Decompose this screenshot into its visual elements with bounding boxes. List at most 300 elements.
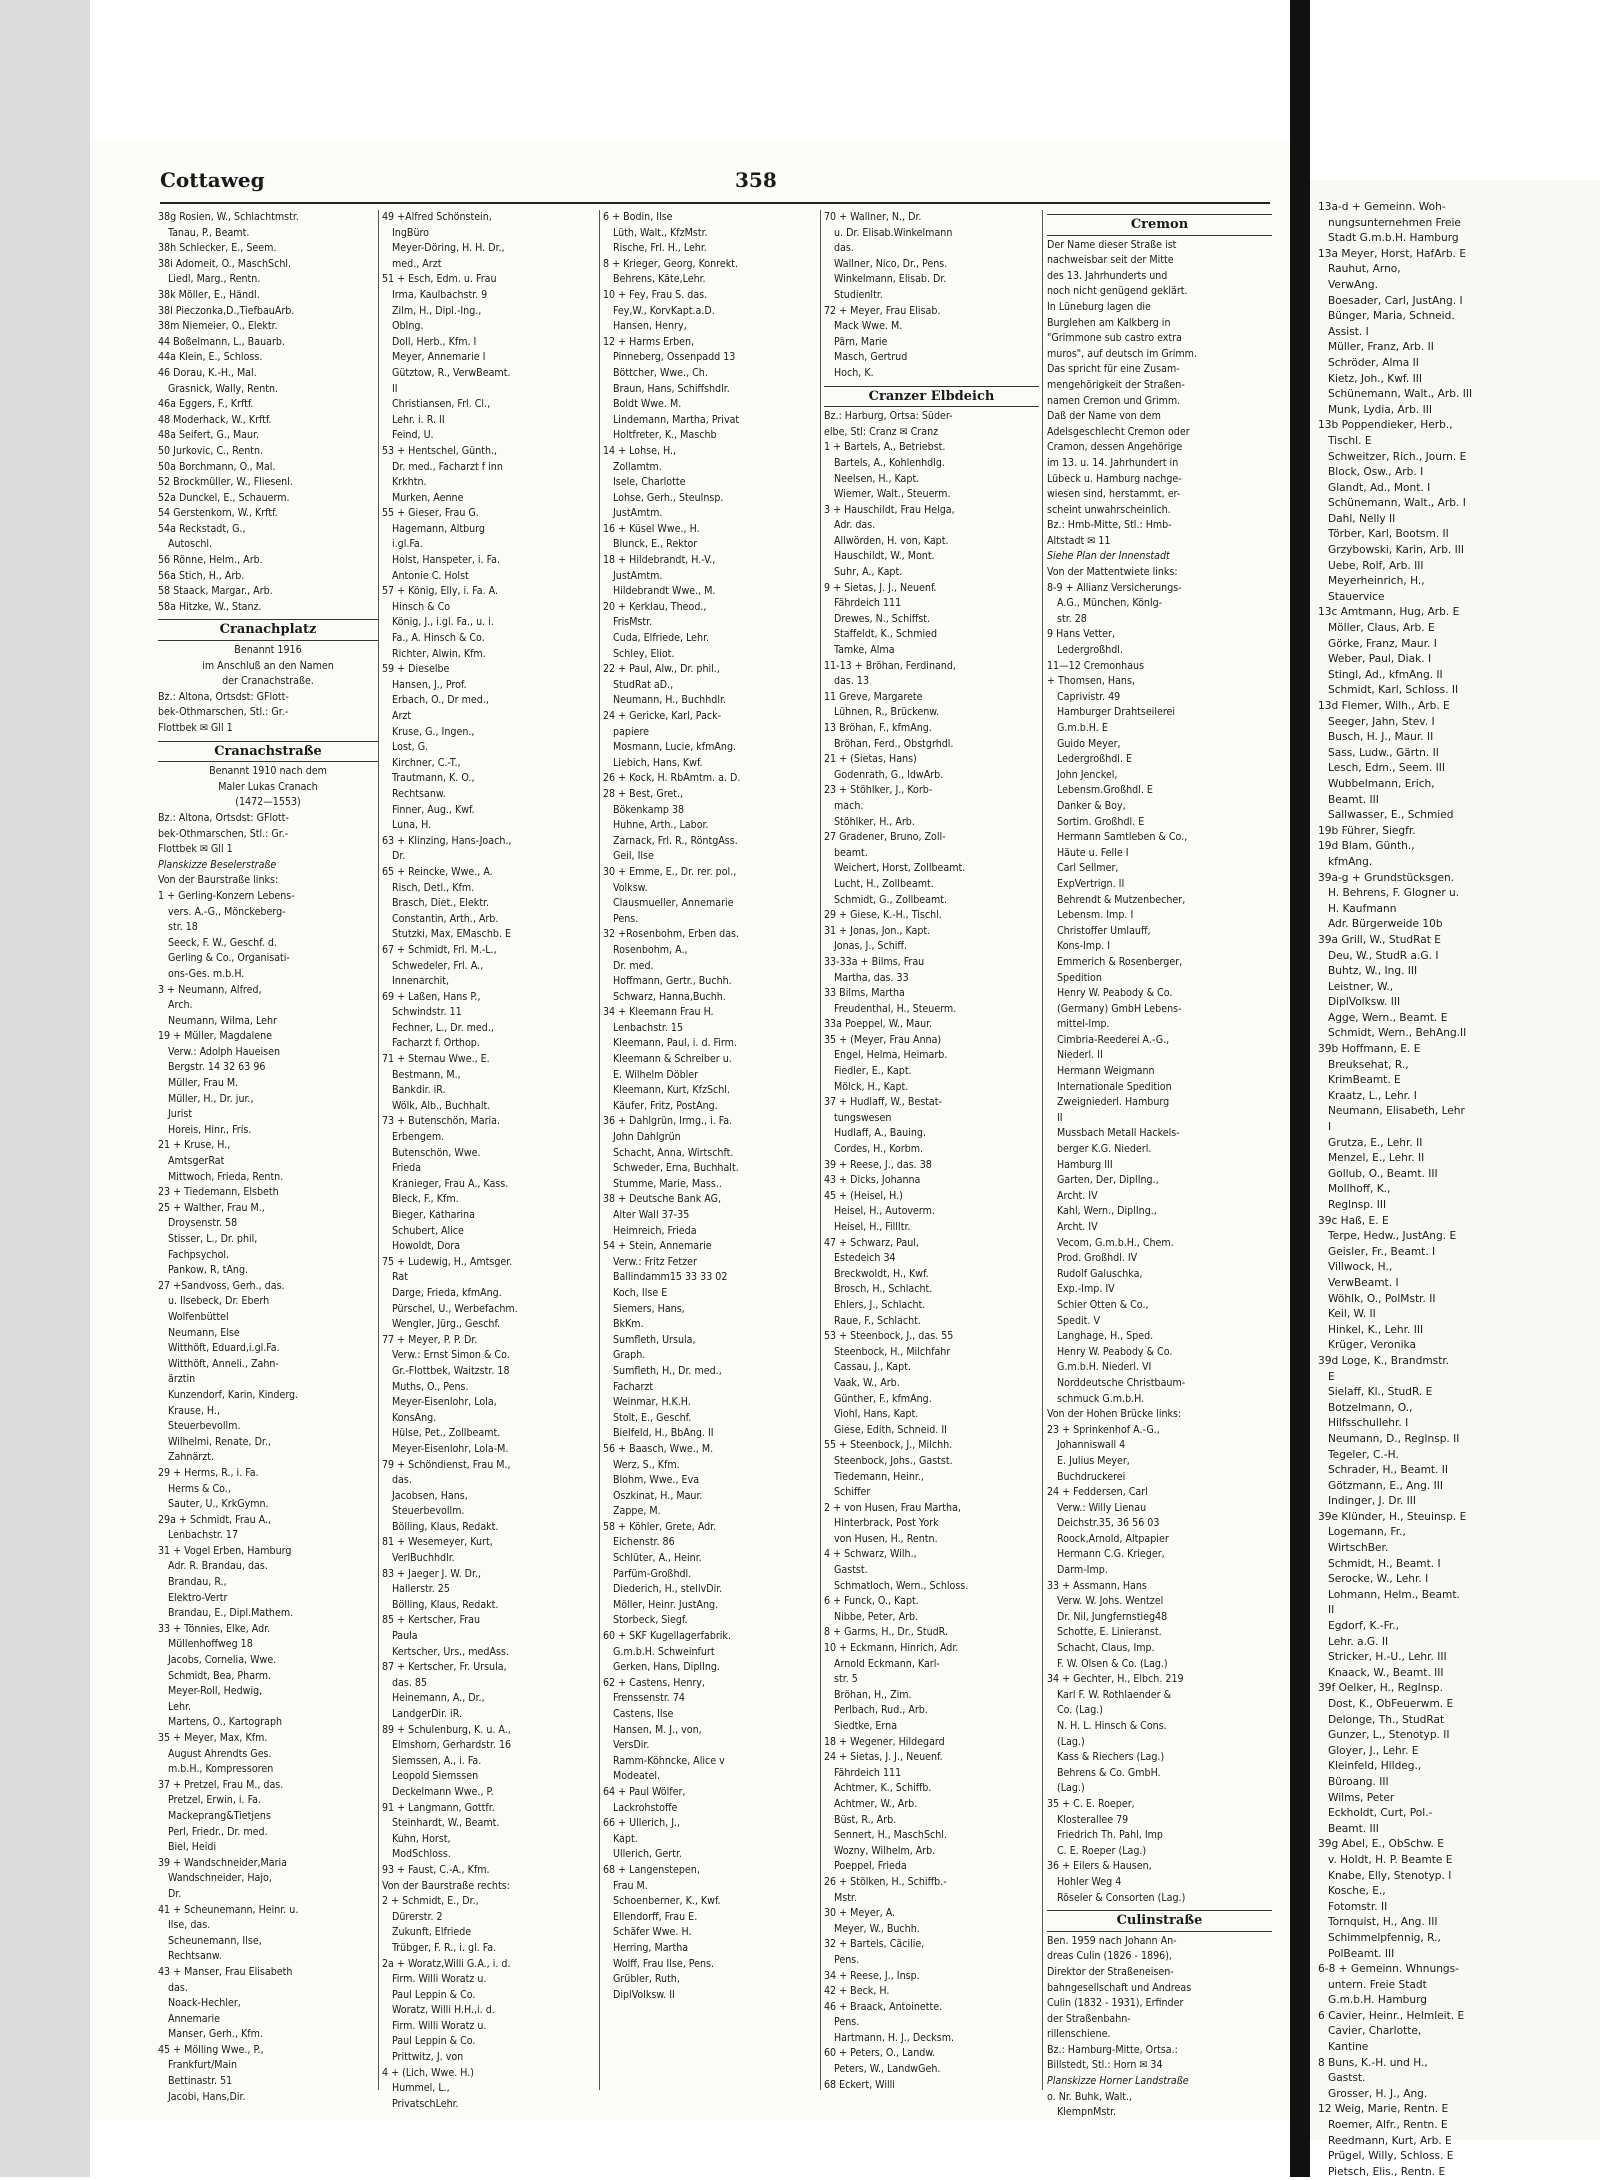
entry-continuation: Behrendt & Mutzenbecher, (1057, 893, 1186, 906)
entry-continuation: Suhr, A., Kapt. (834, 566, 903, 579)
directory-entry: muros", auf deutsch im Grimm. (1047, 347, 1197, 360)
directory-entry: 32 +Rosenbohm, Erben das. (603, 928, 740, 941)
entry-continuation: Pärn, Marie (834, 335, 888, 348)
entry-continuation: das. (392, 1474, 412, 1487)
directory-entry: 64 + Paul Wölfer, (603, 1785, 686, 1798)
street-note: Maler Lukas Cranach (218, 780, 318, 793)
entry-continuation: Meyer, Annemarie I (392, 351, 486, 364)
entry-continuation: Facharzt (613, 1380, 654, 1393)
directory-entry: 46 + Braack, Antoinette. (824, 2000, 943, 2013)
entry-continuation: Mittwoch, Frieda, Rentn. (168, 1170, 284, 1183)
entry-continuation: Block, Osw., Arb. I (1328, 466, 1424, 479)
directory-entry: 35 + C. E. Roeper, (1047, 1797, 1135, 1810)
entry-continuation: Lucht, H., Zollbeamt. (834, 877, 934, 890)
directory-entry: 53 + Steenbock, J., das. 55 (824, 1330, 954, 1343)
entry-continuation: Schacht, Claus, Imp. (1057, 1642, 1155, 1655)
plan-reference: Planskizze Beselerstraße (158, 858, 277, 871)
directory-entry: 3 + Neumann, Alfred, (158, 983, 262, 996)
entry-continuation: JustAmtm. (613, 569, 663, 582)
directory-entry: Bz.: Harburg, Ortsa: Süder- (824, 410, 953, 423)
directory-entry: 23 + Stöhlker, J., Korb- (824, 784, 933, 797)
directory-entry: 39 + Wandschneider,Maria (158, 1856, 287, 1869)
entry-continuation: med., Arzt (392, 257, 442, 270)
directory-entry: 6 Cavier, Heinr., Helmleit. E (1318, 2009, 1465, 2022)
entry-continuation: Spedit. V (1057, 1314, 1100, 1327)
directory-entry: 21 + (Sietas, Hans) (824, 753, 917, 766)
directory-entry: 22 + Paul, Alw., Dr. phil., (603, 663, 720, 676)
directory-entry: 58a Hitzke, W., Stanz. (158, 600, 262, 613)
entry-continuation: Martens, O., Kartograph (168, 1716, 283, 1729)
entry-continuation: C. E. Roeper (Lag.) (1057, 1844, 1147, 1857)
entry-continuation: Werz, S., Kfm. (613, 1458, 680, 1471)
directory-entry: Culin (1832 - 1931), Erfinder (1047, 1997, 1184, 2010)
directory-entry: 45 + (Heisel, H.) (824, 1189, 903, 1202)
entry-continuation: Möller, Claus, Arb. E (1328, 622, 1435, 635)
entry-continuation: Archt. IV (1057, 1189, 1098, 1202)
directory-entry: 53 + Hentschel, Günth., (382, 444, 498, 457)
directory-entry: 12 Weig, Marie, Rentn. E (1318, 2103, 1449, 2116)
directory-entry: 93 + Faust, C.-A., Kfm. (382, 1863, 490, 1876)
directory-entry: 30 + Emme, E., Dr. rer. pol., (603, 865, 737, 878)
entry-continuation: Bröhan, H., Zim. (834, 1688, 912, 1701)
entry-continuation: Möller, Heinr. JustAng. (613, 1598, 719, 1611)
directory-entry: 1 + Gerling-Konzern Lebens- (158, 889, 295, 902)
entry-continuation: Kleemann & Schreiber u. (613, 1053, 732, 1066)
entry-continuation: Stadt G.m.b.H. Hamburg (1328, 232, 1459, 245)
entry-continuation: Dürerstr. 2 (392, 1910, 443, 1923)
entry-continuation: Wubbelmann, Erich, (1328, 777, 1435, 790)
entry-continuation: Rudolf Galuschka, (1057, 1267, 1143, 1280)
entry-continuation: ons-Ges. m.b.H. (168, 967, 245, 980)
directory-entry: 65 + Reincke, Wwe., A. (382, 865, 493, 878)
directory-entry: 56a Stich, H., Arb. (158, 569, 245, 582)
entry-continuation: Eckholdt, Curt, Pol.- (1328, 1807, 1433, 1820)
directory-entry: 37 + Pretzel, Frau M., das. (158, 1778, 284, 1791)
entry-continuation: Noack-Hechler, (168, 1997, 241, 2010)
directory-entry: 54 Gerstenkorn, W., Krftf. (158, 507, 278, 520)
entry-continuation: Verw.: Willy Lienau (1057, 1501, 1147, 1514)
directory-entry: noch nicht genügend geklärt. (1047, 285, 1188, 298)
entry-continuation: Lost, G. (392, 741, 429, 754)
column-divider (599, 210, 600, 2090)
entry-continuation: Neumann, Else (168, 1326, 240, 1339)
entry-continuation: Guido Meyer, (1057, 737, 1121, 750)
entry-continuation: Gunzer, L., Stenotyp. II (1328, 1729, 1450, 1742)
entry-continuation: Niederl. II (1057, 1049, 1103, 1062)
directory-entry: Adelsgeschlecht Cremon oder (1047, 425, 1190, 438)
entry-continuation: Volksw. (613, 881, 648, 894)
entry-continuation: Stöhlker, H., Arb. (834, 815, 915, 828)
entry-continuation: JustAmtm. (613, 507, 663, 520)
entry-continuation: m.b.H., Kompressoren (168, 1763, 274, 1776)
entry-continuation: Manser, Gerh., Kfm. (168, 2028, 263, 2041)
entry-continuation: Kirchner, C.-T., (392, 756, 461, 769)
directory-entry: 60 + SKF Kugellagerfabrik. (603, 1630, 731, 1643)
directory-entry: 14 + Lohse, H., (603, 444, 677, 457)
entry-continuation: Freudenthal, H., Steuerm. (834, 1002, 957, 1015)
entry-continuation: G.m.b.H. Niederl. VI (1057, 1361, 1152, 1374)
entry-continuation: Stumme, Marie, Mass.. (613, 1177, 722, 1190)
entry-continuation: Prod. Großhdl. IV (1057, 1252, 1138, 1265)
entry-continuation: Ellendorff, Frau E. (613, 1910, 698, 1923)
entry-continuation: Mstr. (834, 1891, 857, 1904)
directory-entry: 39a Grill, W., StudRat E (1318, 933, 1441, 946)
entry-continuation: Fotomstr. II (1328, 1900, 1388, 1913)
entry-continuation: Hülse, Pet., Zollbeamt. (392, 1427, 501, 1440)
entry-continuation: Garten, Der, DiplIng., (1057, 1174, 1159, 1187)
directory-entry: 32 + Bartels, Cäcilie, (824, 1938, 925, 1951)
entry-continuation: Villwock, H., (1328, 1261, 1393, 1274)
directory-entry: 2 + Schmidt, E., Dr., (382, 1895, 479, 1908)
entry-continuation: Hinkel, K., Lehr. III (1328, 1323, 1424, 1336)
entry-continuation: Diederich, H., stellvDir. (613, 1583, 723, 1596)
entry-continuation: H. Kaufmann (1328, 902, 1397, 915)
entry-continuation: Deichstr.35, 36 56 03 (1057, 1517, 1160, 1530)
directory-entry: 38g Rosien, W., Schlachtmstr. (158, 211, 299, 223)
entry-continuation: Gollub, O., Beamt. III (1328, 1167, 1438, 1180)
entry-continuation: Internationale Spedition (1057, 1080, 1172, 1093)
entry-continuation: nungsunternehmen Freie (1328, 216, 1461, 229)
directory-entry: 20 + Kerklau, Theod., (603, 600, 707, 613)
entry-continuation: ExpVertrign. II (1057, 877, 1125, 890)
entry-continuation: Feind, U. (392, 429, 434, 442)
entry-continuation: Woratz, Willi H.H.,i. d. (392, 2004, 495, 2017)
entry-continuation: Steinhardt, W., Beamt. (392, 1817, 500, 1830)
entry-continuation: Terpe, Hedw., JustAng. E (1328, 1230, 1457, 1243)
directory-entry: Von der Baurstraße links: (158, 874, 279, 887)
entry-continuation: Cordes, H., Korbm. (834, 1143, 924, 1156)
street-note: der Cranachstraße. (222, 675, 314, 688)
entry-continuation: Uebe, Rolf, Arb. III (1328, 559, 1424, 572)
entry-continuation: Hermann C.G. Krieger, (1057, 1548, 1165, 1561)
entry-continuation: Verw. W. Johs. Wentzel (1057, 1595, 1164, 1608)
entry-continuation: Ledergroßhdl. E (1057, 753, 1133, 766)
entry-continuation: Brandau, R., (168, 1576, 227, 1589)
entry-continuation: Witthöft, Anneli., Zahn- (168, 1357, 279, 1370)
entry-continuation: H. Behrens, F. Glogner u. (1328, 887, 1460, 900)
entry-continuation: VerwBeamt. I (1328, 1276, 1399, 1289)
directory-entry: 81 + Wesemeyer, Kurt, (382, 1536, 493, 1549)
entry-continuation: Trautmann, K. O., (392, 772, 475, 785)
directory-entry: 85 + Kertscher, Frau (382, 1614, 480, 1627)
entry-continuation: Hansen, J., Prof. (392, 678, 467, 691)
entry-continuation: Tamke, Alma (834, 644, 895, 657)
entry-continuation: Wilms, Peter (1328, 1791, 1395, 1804)
directory-entry: 6 + Bodin, Ilse (603, 211, 673, 223)
entry-continuation: Schwarz, Hanna,Buchh. (613, 990, 726, 1003)
entry-continuation: Horeis, Hinr., Fris. (168, 1123, 252, 1136)
entry-continuation: Müller, Frau M. (168, 1077, 239, 1090)
entry-continuation: Günther, F., kfmAng. (834, 1392, 932, 1405)
entry-continuation: Kleemann, Paul, i. d. Firm. (613, 1037, 737, 1050)
directory-entry: 56 Rönne, Helm., Arb. (158, 554, 263, 567)
entry-continuation: Dr. med., Facharzt f inn (392, 460, 503, 473)
entry-continuation: ObIng. (392, 320, 424, 333)
street-note: (1472—1553) (235, 796, 301, 809)
entry-continuation: Gastst. (834, 1564, 868, 1577)
page-gutter (1290, 0, 1310, 2177)
entry-continuation: Dost, K., ObFeuerwm. E (1328, 1698, 1454, 1710)
entry-continuation: Vaak, W., Arb. (834, 1376, 900, 1389)
entry-continuation: Wengler, Jürg., Geschf. (392, 1318, 501, 1331)
entry-continuation: Norddeutsche Christbaum- (1057, 1376, 1186, 1389)
street-heading: Cranachplatz (158, 619, 378, 641)
entry-continuation: Henry W. Peabody & Co. (1057, 1345, 1173, 1358)
entry-continuation: Zukunft, Elfriede (392, 1926, 472, 1939)
directory-entry: Cramon, dessen Angehörige (1047, 441, 1183, 454)
entry-continuation: KlempnMstr. (1057, 2106, 1117, 2119)
entry-continuation: IngBüro (392, 226, 429, 239)
directory-entry: 38k Möller, E., Händl. (158, 288, 260, 301)
entry-continuation: Breckwoldt, H., Kwf. (834, 1267, 929, 1280)
entry-continuation: Christoffer Umlauff, (1057, 924, 1151, 937)
entry-continuation: Sass, Ludw., Gärtn. II (1328, 746, 1439, 759)
entry-continuation: Pankow, R, tAng. (168, 1264, 249, 1277)
entry-continuation: Assist. I (1328, 325, 1369, 338)
directory-entry: 13c Amtmann, Hug, Arb. E (1318, 606, 1460, 619)
entry-continuation: Törber, Karl, Bootsm. II (1328, 528, 1449, 541)
entry-continuation: Deckelmann Wwe., P. (392, 1785, 494, 1798)
entry-continuation: Beamt. III (1328, 1822, 1379, 1835)
entry-continuation: Innenarchit, (392, 975, 450, 988)
entry-continuation: Lindemann, Martha, Privat (613, 413, 740, 426)
entry-continuation: Lenbachstr. 17 (168, 1529, 239, 1542)
directory-entry: 23 + Sprinkenhof A.-G., (1047, 1423, 1160, 1436)
directory-entry: 8 Buns, K.-H. und H., (1318, 2056, 1428, 2069)
entry-continuation: Erbengem. (392, 1131, 445, 1144)
entry-continuation: Staffeldt, K., Schmied (834, 628, 938, 641)
entry-continuation: Gütztow, R., VerwBeamt. (392, 366, 511, 379)
entry-continuation: Erbach, O., Dr med., (392, 694, 489, 707)
directory-entry: 37 + Hudlaff, W., Bestat- (824, 1096, 942, 1109)
entry-continuation: I (1328, 1121, 1332, 1134)
directory-entry: Bz.: Hmb-Mitte, Stl.: Hmb- (1047, 519, 1172, 532)
entry-continuation: Schier Otten & Co., (1057, 1298, 1149, 1311)
directory-entry: 4 + Schwarz, Wilh., (824, 1548, 917, 1561)
entry-continuation: Meyer, W., Buchh. (834, 1922, 920, 1935)
entry-continuation: Breuksehat, R., (1328, 1058, 1409, 1071)
directory-entry: 71 + Sternau Wwe., E. (382, 1053, 490, 1066)
directory-entry: 39e Klünder, H., Steuinsp. E (1318, 1510, 1467, 1523)
street-note: Benannt 1916 (234, 644, 302, 657)
entry-continuation: Zollamtm. (613, 460, 662, 473)
entry-continuation: Krause, H., (168, 1404, 220, 1417)
entry-continuation: Müllenhoffweg 18 (168, 1638, 253, 1651)
entry-continuation: Pens. (834, 2016, 860, 2029)
next-page-column (1318, 200, 1588, 2180)
entry-continuation: Schley, Eliot. (613, 647, 675, 660)
directory-entry: 70 + Wallner, N., Dr. (824, 211, 922, 223)
entry-continuation: Tegeler, C.-H. (1328, 1448, 1399, 1461)
directory-entry: 42 + Beck, H. (824, 1985, 890, 1998)
entry-continuation: Blohm, Wwe., Eva (613, 1474, 700, 1487)
column-divider (378, 210, 379, 2090)
directory-entry: Flottbek ✉ Gll 1 (158, 722, 233, 734)
entry-continuation: mittel-Imp. (1057, 1018, 1110, 1031)
entry-continuation: Stolt, E., Geschf. (613, 1411, 692, 1424)
entry-continuation: Fachpsychol. (168, 1248, 230, 1261)
directory-entry: 9 Hans Vetter, (1047, 628, 1115, 641)
entry-continuation: Hilfsschullehr. I (1328, 1417, 1409, 1430)
entry-continuation: Siedtke, Erna (834, 1720, 898, 1732)
entry-continuation: II (392, 382, 398, 395)
directory-entry: bek-Othmarschen, Stl.: Gr.- (158, 706, 289, 719)
entry-continuation: Sumfleth, H., Dr. med., (613, 1364, 722, 1377)
entry-continuation: StudRat aD., (613, 678, 674, 691)
entry-continuation: Seeger, Jahn, Stev. I (1328, 715, 1435, 728)
entry-continuation: ärztin (168, 1373, 196, 1386)
directory-entry: Ben. 1959 nach Johann An- (1047, 1934, 1177, 1947)
entry-continuation: Steuerbevollm. (168, 1420, 241, 1433)
entry-continuation: PolBeamt. III (1328, 1947, 1395, 1960)
entry-continuation: Sallwasser, E., Schmied (1328, 809, 1454, 822)
entry-continuation: Zilm, H., Dipl.-Ing., (392, 304, 482, 317)
entry-continuation: Vecom, G.m.b.H., Chem. (1057, 1236, 1174, 1249)
entry-continuation: Wozny, Wilhelm, Arb. (834, 1844, 936, 1857)
directory-entry: des 13. Jahrhunderts und (1047, 269, 1168, 282)
directory-entry: Daß der Name von dem (1047, 410, 1161, 423)
entry-continuation: Fechner, L., Dr. med., (392, 1021, 494, 1034)
entry-continuation: Weichert, Horst, Zollbeamt. (834, 862, 966, 875)
entry-continuation: Parfüm-Großhdl. (613, 1567, 692, 1580)
entry-continuation: Irma, Kaulbachstr. 9 (392, 288, 488, 301)
entry-continuation: Verw.: Adolph Haueisen (168, 1045, 280, 1058)
directory-entry: 21 + Kruse, H., (158, 1139, 231, 1152)
directory-entry: 35 + Meyer, Max, Kfm. (158, 1732, 268, 1744)
entry-continuation: G.m.b.H. Schweinfurt (613, 1645, 715, 1658)
entry-continuation: Hohler Weg 4 (1057, 1875, 1122, 1888)
directory-entry: 27 +Sandvoss, Gerh., das. (158, 1279, 285, 1292)
entry-continuation: Ehlers, J., Schlacht. (834, 1298, 926, 1311)
entry-continuation: Biel, Heidi (168, 1841, 217, 1854)
directory-entry: 50a Borchmann, O., Mal. (158, 460, 276, 473)
entry-continuation: Roemer, Alfr., Rentn. E (1328, 2119, 1448, 2132)
entry-continuation: Heimreich, Frieda (613, 1224, 697, 1237)
entry-continuation: Schmidt, G., Zollbeamt. (834, 893, 948, 906)
entry-continuation: Schmidt, Wern., BehAng.II (1328, 1027, 1467, 1040)
column-4 (824, 210, 1039, 2093)
entry-continuation: Kuhn, Horst, (392, 1832, 451, 1845)
directory-entry: 13 Bröhan, F., kfmAng. (824, 722, 932, 734)
directory-entry: 13a Meyer, Horst, HafArb. E (1318, 247, 1467, 260)
entry-continuation: FrisMstr. (613, 616, 653, 629)
entry-continuation: vers. A.-G., Mönckeberg- (168, 905, 286, 918)
entry-continuation: Schrader, H., Beamt. II (1328, 1464, 1449, 1477)
entry-continuation: Rechtsanw. (392, 787, 446, 800)
directory-entry: 16 + Küsel Wwe., H. (603, 522, 700, 535)
entry-continuation: Rosenbohm, A., (613, 943, 688, 956)
entry-continuation: Mollhoff, K., (1328, 1183, 1391, 1196)
directory-entry: 38 + Deutsche Bank AG, (603, 1193, 721, 1206)
entry-continuation: Heinemann, A., Dr., (392, 1692, 485, 1705)
entry-continuation: Jacobi, Hans,Dir. (168, 2090, 246, 2103)
entry-continuation: Hagemann, Altburg (392, 522, 485, 535)
entry-continuation: ModSchloss. (392, 1848, 451, 1861)
entry-continuation: Engel, Helma, Heimarb. (834, 1049, 948, 1062)
entry-continuation: Estedeich 34 (834, 1252, 896, 1265)
column-1 (158, 210, 378, 2105)
entry-continuation: PrivatschLehr. (392, 2097, 459, 2110)
entry-continuation: Neumann, H., Buchhdlr. (613, 694, 726, 707)
entry-continuation: Karl F. W. Rothlaender & (1057, 1688, 1172, 1701)
entry-continuation: Grutza, E., Lehr. II (1328, 1136, 1423, 1149)
directory-entry: bahngesellschaft und Andreas (1047, 1981, 1192, 1994)
entry-continuation: Brosch, H., Schlacht. (834, 1283, 933, 1296)
entry-continuation: Perl, Friedr., Dr. med. (168, 1825, 268, 1838)
entry-continuation: Droysenstr. 58 (168, 1217, 238, 1230)
directory-entry: 58 Staack, Margar., Arb. (158, 585, 273, 598)
entry-continuation: Bankdir. iR. (392, 1084, 446, 1097)
next-page-edge (1310, 180, 1600, 2178)
entry-continuation: Schmidt, Bea, Pharm. (168, 1669, 272, 1682)
directory-entry: 49 +Alfred Schönstein, (382, 211, 492, 223)
entry-continuation: Buhtz, W., Ing. III (1328, 965, 1418, 978)
entry-continuation: Kantine (1328, 2041, 1369, 2054)
directory-entry: 55 + Steenbock, J., Milchh. (824, 1439, 953, 1452)
entry-continuation: Liedl, Marg., Rentn. (168, 273, 261, 286)
directory-page (90, 140, 1290, 2120)
directory-entry: 24 + Sietas, J. J., Neuenf. (824, 1751, 943, 1764)
directory-entry: 33 Bilms, Martha (824, 987, 905, 1000)
directory-entry: 39 + Reese, J., das. 38 (824, 1158, 932, 1171)
entry-continuation: Weber, Paul, Diak. I (1328, 653, 1432, 666)
entry-continuation: Stisser, L., Dr. phil, (168, 1233, 258, 1245)
entry-continuation: Glandt, Ad., Mont. I (1328, 481, 1431, 494)
entry-continuation: WirtschBer. (1328, 1542, 1389, 1555)
entry-continuation: Geisler, Fr., Beamt. I (1328, 1245, 1436, 1258)
entry-continuation: Kertscher, Urs., medAss. (392, 1645, 509, 1658)
entry-continuation: Darge, Frieda, kfmAng. (392, 1286, 502, 1299)
directory-entry: 2a + Woratz,Willi G.A., i. d. (382, 1957, 511, 1970)
directory-entry: 39g Abel, E., ObSchw. E (1318, 1838, 1444, 1851)
directory-entry: 33-33a + Bilms, Frau (824, 955, 925, 968)
directory-entry: 29 + Giese, K.-H., Tischl. (824, 909, 942, 922)
directory-entry: Das spricht für eine Zusam- (1047, 363, 1180, 376)
street-heading: Cranachstraße (158, 741, 378, 763)
directory-entry: 48 Moderhack, W., Krftf. (158, 413, 272, 426)
directory-entry: 19 + Müller, Magdalene (158, 1030, 272, 1043)
directory-entry: Von der Mattentwiete links: (1047, 566, 1178, 579)
entry-continuation: Hauschildt, W., Mont. (834, 550, 935, 563)
entry-continuation: Cimbria-Reederei A.-G., (1057, 1033, 1170, 1046)
entry-continuation: Grübler, Ruth, (613, 1973, 680, 1986)
directory-entry: 87 + Kertscher, Fr. Ursula, (382, 1661, 507, 1674)
entry-continuation: Lebensm.Großhdl. E (1057, 784, 1153, 797)
entry-continuation: Clausmueller, Annemarie (613, 897, 734, 910)
entry-continuation: Schwedeler, Frl. A., (392, 959, 484, 972)
directory-entry: 72 + Meyer, Frau Elisab. (824, 304, 941, 317)
entry-continuation: Bergstr. 14 32 63 96 (168, 1061, 266, 1074)
directory-entry: 29a + Schmidt, Frau A., (158, 1513, 272, 1526)
entry-continuation: Hansen, M. J., von, (613, 1723, 702, 1736)
directory-entry: 52a Dunckel, E., Schauerm. (158, 491, 290, 504)
entry-continuation: DiplVolksw. III (1328, 996, 1401, 1009)
entry-continuation: Zarnack, Frl. R., RöntgAss. (613, 834, 738, 847)
entry-continuation: Röseler & Consorten (Lag.) (1057, 1891, 1186, 1904)
entry-continuation: Stricker, H.-U., Lehr. III (1328, 1651, 1447, 1664)
entry-continuation: Henry W. Peabody & Co. (1057, 987, 1173, 1000)
directory-entry: 41 + Scheunemann, Heinr. u. (158, 1903, 299, 1916)
entry-continuation: John Dahlgrün (613, 1131, 681, 1144)
entry-continuation: Kunzendorf, Karin, Kinderg. (168, 1388, 299, 1401)
entry-continuation: Kahl, Wern., DiplIng., (1057, 1205, 1157, 1218)
entry-continuation: Dahl, Nelly II (1328, 512, 1396, 525)
street-header: Cottaweg (160, 168, 265, 192)
entry-continuation: Isele, Charlotte (613, 476, 686, 489)
entry-continuation: Hamburger Drahtseilerei (1057, 706, 1176, 719)
entry-continuation: papiere (613, 725, 650, 738)
entry-continuation: Steenbock, Johs., Gastst. (834, 1454, 953, 1467)
